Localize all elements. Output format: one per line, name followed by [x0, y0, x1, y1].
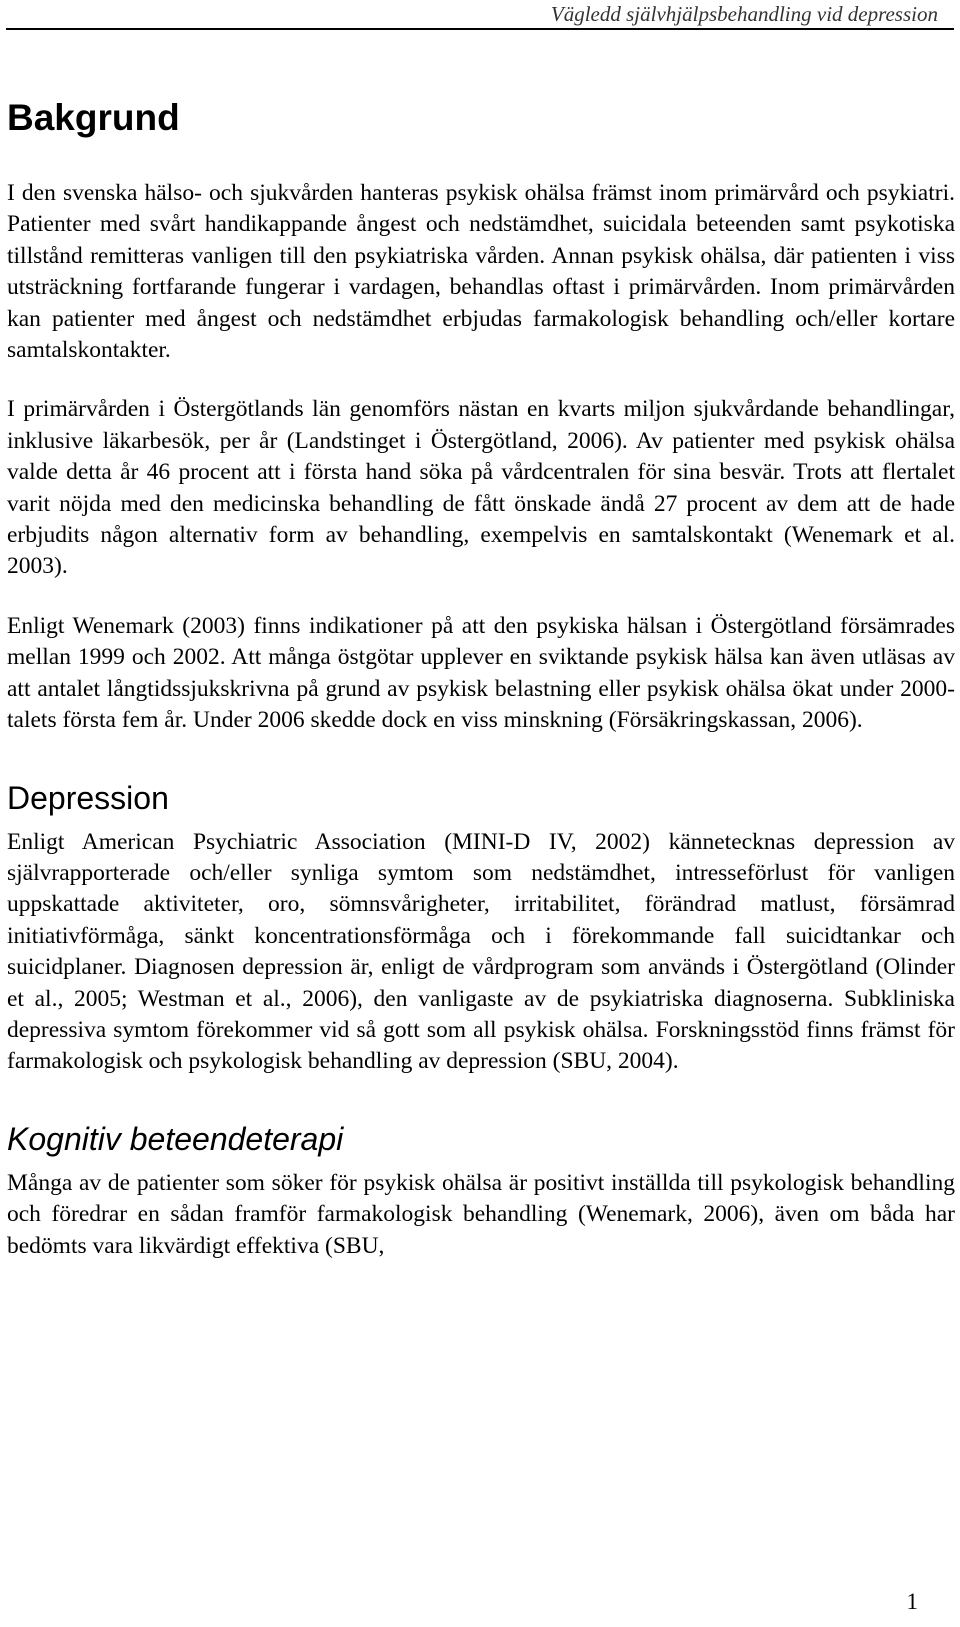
paragraph: I primärvården i Östergötlands län genomförs nästan en kvarts miljon sjukvårdande behandlingar, inklusive läkarbesök, per år (Landstinget i Östergötland, 2006). Av patienter med psykisk ohälsa valde detta år 46 procent att i första hand söka på vårdcentralen för sina besvär. Trots att flertalet varit nöjda med den medicinska behandling de fått önskade ändå 27 procent av dem att de hade erbjudits någon alternativ form av behandling, exempelvis en samtalskontakt (Wenemark et al. 2003). [7, 396, 955, 580]
section-bakgrund [7, 96, 955, 737]
running-header [6, 0, 954, 30]
section-heading-depression: Depression [7, 779, 169, 816]
running-header-title: Vägledd självhjälpsbehandling vid depression [550, 2, 938, 26]
paragraph: Enligt American Psychiatric Association (MINI-D IV, 2002) kännetecknas depression av självrapporterade och/eller synliga symtom som nedstämdhet, intresseförlust för vanligen uppskattade aktiviteter, oro, sömnsvårigheter, irritabilitet, förändrad matlust, försämrad initiativförmåga, sänkt koncentrationsförmåga och i förekommande fall suicidtankar och suicidplaner. Diagnosen depression är, enligt de vårdprogram som används i Östergötland (Olinder et al., 2005; Westman et al., 2006), den vanligaste av de psykiatriska diagnoserna. Subkliniska depressiva symtom förekommer vid så gott som all psykisk ohälsa. Forskningsstöd finns främst för farmakologisk och psykologisk behandling av depression (SBU, 2004). [7, 828, 955, 1075]
page-number: 1 [906, 1589, 918, 1614]
paragraph: Enligt Wenemark (2003) finns indikationer på att den psykiska hälsan i Östergötland försämrades mellan 1999 och 2002. Att många östgötar upplever en sviktande psykisk hälsa kan även utläsas av att antalet långtidssjukskrivna på grund av psykisk belastning eller psykisk ohälsa ökat under 2000-talets första fem år. Under 2006 skedde dock en viss minskning (Försäkringskassan, 2006). [7, 612, 955, 734]
section-kognitiv-beteendeterapi [7, 1120, 955, 1262]
document-body [7, 96, 955, 1262]
paragraph: I den svenska hälso- och sjukvården hanteras psykisk ohälsa främst inom primärvård och psykiatri. Patienter med svårt handikappande ångest och nedstämdhet, suicidala beteenden samt psykotiska tillstånd remitteras vanligen till den psykiatriska vården. Annan psykisk ohälsa, där patienten i viss utsträckning fortfarande fungerar i vardagen, behandlas oftast i primärvården. Inom primärvården kan patienter med ångest och nedstämdhet erbjudas farmakologisk behandling och/eller kortare samtalskontakter. [7, 180, 955, 364]
section-heading-kognitiv-beteendeterapi: Kognitiv beteendeterapi [7, 1120, 344, 1157]
section-depression [7, 779, 955, 1078]
section-heading-bakgrund: Bakgrund [7, 97, 180, 138]
paragraph: Många av de patienter som söker för psykisk ohälsa är positivt inställda till psykologisk behandling och föredrar en sådan framför farmakologisk behandling (Wenemark, 2006), även om båda har bedömts vara likvärdigt effektiva (SBU, [7, 1169, 955, 1259]
